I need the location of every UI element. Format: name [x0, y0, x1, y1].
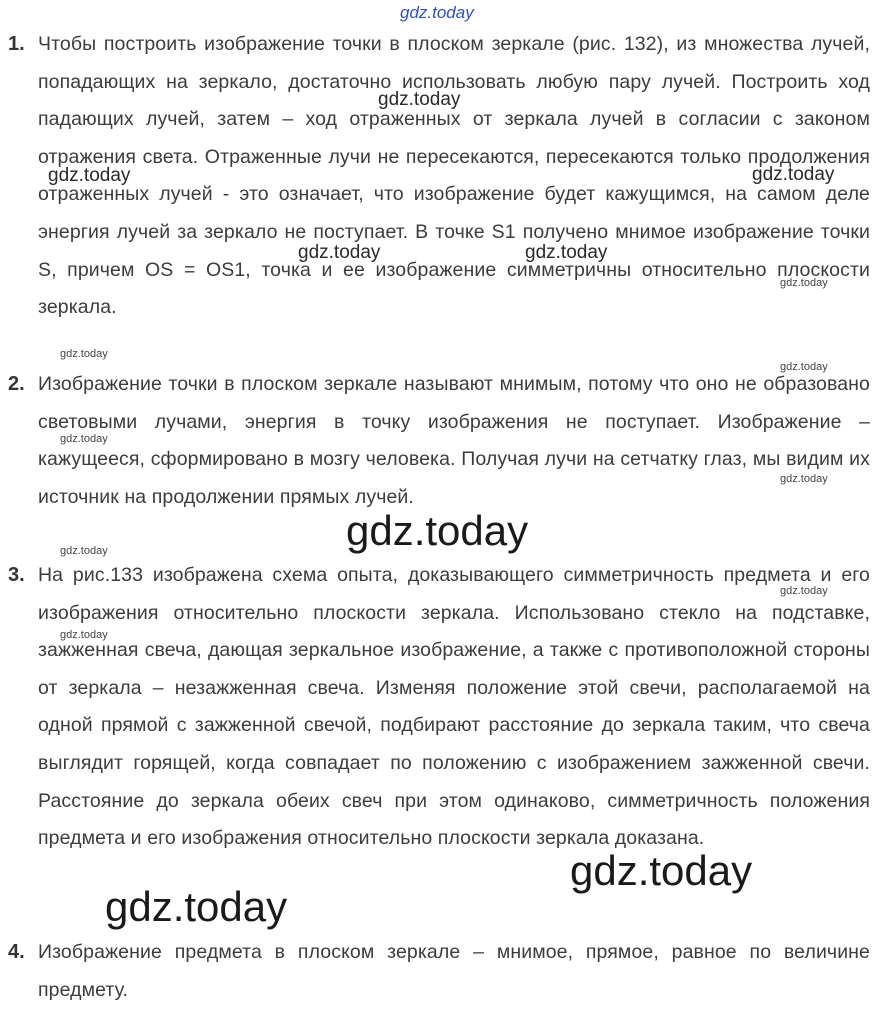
list-item	[8, 366, 870, 516]
watermark: gdz.today	[780, 361, 828, 373]
watermark: gdz.today	[378, 89, 461, 110]
watermark: gdz.today	[752, 164, 835, 185]
item-text: Изображение предмета в плоском зеркале – мнимое, прямое, равное по величине предмету.	[38, 941, 870, 1001]
watermark: gdz.today	[298, 242, 381, 263]
watermark-top: gdz.today	[400, 3, 474, 22]
item-text: На рис.133 изображена схема опыта, доказывающего симметричность предмета и его изображения относительно плоскости зеркала. Использовано стекло на подставке, зажженная свеча, дающая зеркальное изображение, а также с противоположной стороны от зеркала – незажженная свеча. Изменяя положение этой свечи, располагаемой на одной прямой с зажженной свечой, подбирают расстояние до зеркала таким, что свеча выглядит горящей, когда совпадает по положению с изображением зажженной свечи. Расстояние до зеркала обеих свеч при этом одинаково, симметричность положения предмета и его изображения относительно плоскости зеркала доказана.	[38, 564, 870, 850]
item-number: 4.	[8, 941, 25, 963]
list-item	[8, 934, 870, 1009]
watermark: gdz.today	[570, 847, 753, 894]
watermark: gdz.today	[346, 507, 529, 554]
watermark: gdz.today	[60, 545, 108, 557]
list-item	[8, 26, 870, 327]
item-text: Чтобы построить изображение точки в плоском зеркале (рис. 132), из множества лучей, попадающих на зеркало, достаточно использовать любую пару лучей. Построить ход падающих лучей, затем – ход отраженных от зеркала лучей в согласии с законом отражения света. Отраженные лучи не пересекаются, пересекаются только продолжения отраженных лучей - это означает, что изображение будет кажущимся, на самом деле энергия лучей за зеркало не поступает. В точке S1 получено мнимое изображение точки S, причем OS = OS1, точка и ее изображение симметричны относительно плоскости зеркала.	[38, 33, 870, 319]
watermark: gdz.today	[60, 433, 108, 445]
watermark: gdz.today	[525, 242, 608, 263]
watermark: gdz.today	[780, 277, 828, 289]
watermark: gdz.today	[48, 165, 131, 186]
watermark: gdz.today	[60, 629, 108, 641]
watermark: gdz.today	[60, 348, 108, 360]
item-number: 3.	[8, 564, 25, 586]
item-number: 1.	[8, 33, 25, 55]
watermark: gdz.today	[780, 585, 828, 597]
watermark: gdz.today	[780, 473, 828, 485]
watermark: gdz.today	[105, 883, 288, 930]
item-text: Изображение точки в плоском зеркале называют мнимым, потому что оно не образовано световыми лучами, энергия в точку изображения не поступает. Изображение – кажущееся, сформировано в мозгу человека. Получая лучи на сетчатку глаз, мы видим их источник на продолжении прямых лучей.	[38, 373, 870, 508]
item-number: 2.	[8, 373, 25, 395]
list-item	[8, 557, 870, 858]
